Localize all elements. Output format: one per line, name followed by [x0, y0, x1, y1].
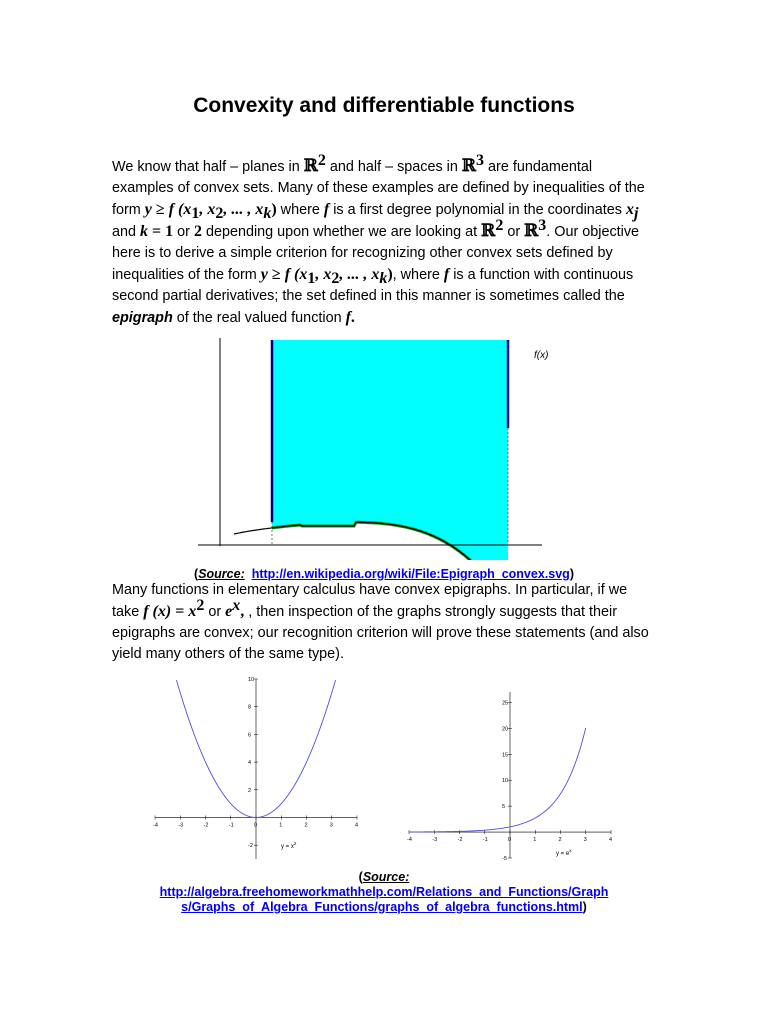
figure2-source-link-line2[interactable]: s/Graphs_of_Algebra_Functions/graphs_of_algebra_functions.html	[181, 900, 583, 914]
period: .	[350, 309, 355, 326]
math-f: f	[443, 266, 450, 283]
page-title: Convexity and differentiable functions	[193, 94, 575, 117]
math-x: , ... , x	[339, 266, 380, 283]
text: or	[208, 604, 222, 620]
math-1: 1	[165, 223, 174, 240]
y-tick-label: 15	[502, 752, 509, 759]
graph-axes	[407, 692, 612, 862]
y-tick-label: -5	[502, 856, 507, 862]
x-tick-label: -1	[228, 822, 234, 829]
sub: 2	[331, 269, 340, 287]
term-epigraph: epigraph	[112, 310, 173, 326]
text: or	[177, 224, 190, 240]
math-f: f	[345, 309, 351, 326]
exponent: 2	[495, 217, 504, 235]
x-tick-label: -4	[407, 837, 412, 844]
y-tick-label: 2	[248, 787, 252, 794]
graph-caption: $y = e^x$	[556, 848, 572, 857]
text: of the real valued function	[176, 310, 342, 326]
math-f: f	[323, 201, 330, 218]
math-paren: )	[387, 266, 393, 283]
exponent: x	[232, 597, 241, 615]
x-tick-label: 2	[558, 837, 562, 844]
text: or	[507, 224, 521, 240]
math-e: e	[225, 603, 233, 620]
text: We know that half – planes in	[112, 159, 300, 175]
sub: 1	[191, 204, 200, 222]
math-fx: f (x)	[143, 603, 172, 620]
text: depending upon whether we are looking at	[205, 224, 478, 240]
exponent: 2	[317, 152, 326, 170]
math-f: f (x	[284, 266, 308, 283]
math-x: , ... , x	[223, 201, 264, 218]
figure2-source-link-line1[interactable]: http://algebra.freehomeworkmathhelp.com/Relations_and_Functions/Graph	[159, 885, 609, 899]
reals-symbol: ℝ	[481, 221, 496, 241]
text: and	[112, 224, 137, 240]
examples-paragraph: Many functions in elementary calculus have convex epigraphs. In particular, if we take f $(x) = x^2$ or $e^x$, , then inspection of the graphs strongly suggests that their epigraphs are convex; our recognition criterion will prove these statements (and also yield many others of the same type).	[112, 582, 649, 662]
text: and half – spaces in	[329, 159, 458, 175]
y-tick-label: 8	[248, 704, 252, 711]
x-tick-label: 1	[533, 837, 537, 844]
sub: k	[379, 269, 388, 287]
math-eq: =	[152, 223, 162, 240]
x-tick-label: 3	[329, 822, 333, 829]
sub: 2	[215, 204, 224, 222]
reals-symbol: ℝ	[303, 156, 318, 176]
text: where	[280, 202, 320, 218]
exponent: 2	[196, 597, 205, 615]
exponential-curve	[409, 728, 586, 832]
y-tick-label: 20	[502, 726, 509, 733]
x-tick-label: 1	[279, 822, 283, 829]
x-tick-label: 3	[583, 837, 587, 844]
exponent: 3	[538, 217, 547, 235]
math-geq: ≥	[155, 201, 165, 218]
text: are fundamental examples of convex sets. Many of these examples are defined by inequalities of the form	[112, 159, 645, 218]
x-tick-label: 2	[304, 822, 308, 829]
paren: (	[194, 567, 199, 581]
text: is a function with continuous second partial derivatives; the set defined in this manner is sometimes called the	[112, 267, 634, 304]
graph-exponential	[395, 688, 625, 868]
text: Many functions in elementary calculus have convex epigraphs. In particular, if we take	[112, 582, 628, 620]
math-x: x	[188, 603, 197, 620]
y-tick-label: 5	[502, 804, 506, 811]
paren: )	[569, 567, 574, 581]
x-tick-label: 0	[508, 837, 512, 844]
intro-paragraph	[112, 152, 657, 329]
text: , then inspection of the graphs strongly suggests that their epigraphs are convex; our recognition criterion will prove these statements (and also yield many others of the same type).	[112, 604, 649, 662]
reals-symbol: ℝ	[524, 221, 539, 241]
x-tick-label: 4	[609, 837, 613, 844]
exponent: 3	[476, 152, 485, 170]
y-tick-label: -2	[248, 843, 253, 850]
math-2: 2	[193, 223, 202, 240]
x-tick-label: 4	[355, 822, 359, 829]
math-k: k	[140, 223, 149, 240]
source-label: Source:	[198, 567, 245, 581]
graph-x-squared	[140, 672, 370, 862]
curve-label: f(x)	[534, 350, 549, 361]
y-tick-label: 4	[248, 760, 252, 767]
sub: j	[633, 204, 639, 222]
x-tick-label: -1	[482, 837, 488, 844]
reals-symbol: ℝ	[461, 156, 477, 176]
epigraph-figure	[190, 330, 550, 560]
text: . Our objective here is to derive a simple criterion for recognizing other convex sets defined by inequalities of the form	[112, 224, 640, 283]
x-tick-label: -2	[457, 837, 463, 844]
y-tick-label: 10	[502, 778, 509, 785]
math-f: f (x	[168, 201, 192, 218]
graph-caption: $y = x^2$	[281, 841, 297, 850]
x-tick-label: -4	[153, 822, 158, 829]
math-geq: ≥	[271, 266, 281, 283]
figure2-source	[0, 870, 768, 915]
figure1-source-link[interactable]: http://en.wikipedia.org/wiki/File:Epigraph_convex.svg	[251, 567, 570, 581]
math-x: , x	[199, 201, 216, 218]
x-tick-label: -2	[203, 822, 209, 829]
sub: k	[263, 204, 272, 222]
source-label: Source:	[362, 870, 410, 884]
figure1-source	[0, 567, 768, 581]
y-tick-label: 6	[248, 732, 252, 739]
x-tick-label: -3	[178, 822, 184, 829]
x-tick-label: 0	[254, 822, 258, 829]
math-x: x	[625, 201, 634, 218]
paren: (	[358, 870, 363, 884]
math-y: y	[144, 201, 152, 218]
math-eq: =	[175, 603, 185, 620]
math-paren: )	[271, 201, 277, 218]
x-tick-label: -3	[432, 837, 438, 844]
y-tick-label: 10	[248, 677, 255, 683]
math-x: , x	[315, 266, 332, 283]
math-y: y	[260, 266, 268, 283]
paren: )	[582, 900, 587, 914]
text: , where	[392, 267, 440, 283]
text: is a first degree polynomial in the coordinates	[333, 202, 622, 218]
sub: 1	[307, 269, 316, 287]
y-tick-label: 25	[502, 700, 509, 707]
